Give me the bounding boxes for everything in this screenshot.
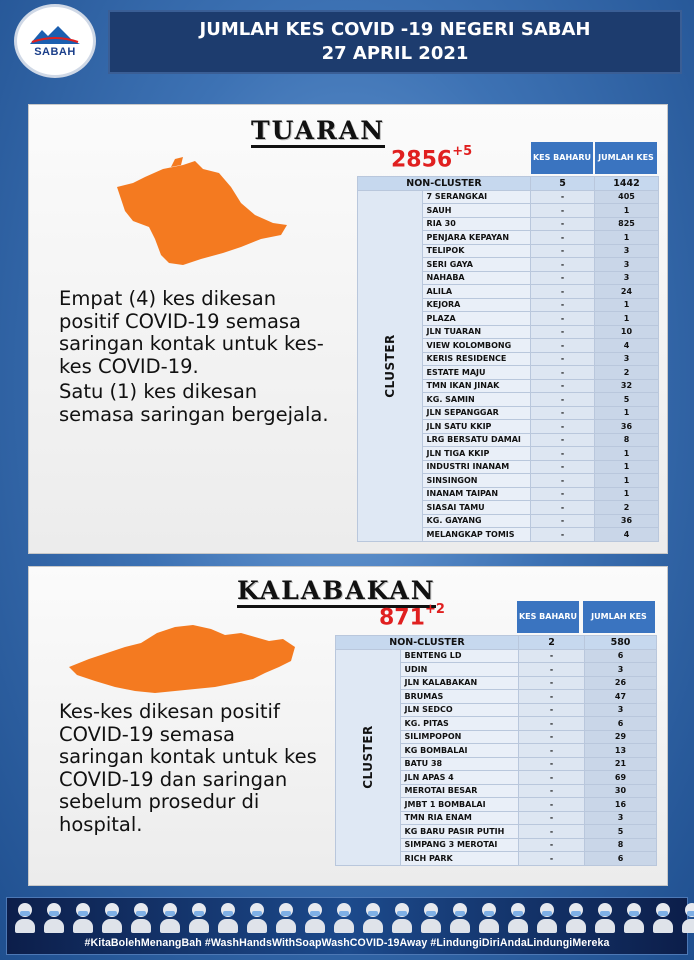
kalabakan-total (379, 602, 445, 631)
cluster-new: - (519, 798, 585, 812)
cluster-new: - (519, 771, 585, 785)
cluster-name: MELANGKAP TOMIS (422, 528, 530, 542)
cluster-total: 24 (595, 285, 659, 299)
cluster-total: 1 (595, 487, 659, 501)
cluster-new: - (531, 258, 595, 272)
non-cluster-new: 5 (531, 177, 595, 191)
frontliner-faces-icon (15, 901, 694, 933)
face-icon (566, 901, 586, 933)
cluster-new: - (531, 379, 595, 393)
face-icon (218, 901, 238, 933)
cluster-total: 3 (585, 663, 657, 677)
cluster-new: - (531, 217, 595, 231)
cluster-total: 1 (595, 460, 659, 474)
cluster-new: - (531, 501, 595, 515)
cluster-total: 1 (595, 474, 659, 488)
logo-text: SABAH (34, 46, 76, 58)
cluster-name: UDIN (400, 663, 518, 677)
cluster-name: KG. SAMIN (422, 393, 530, 407)
cluster-name: JMBT 1 BOMBALAI (400, 798, 518, 812)
cluster-name: BATU 38 (400, 757, 518, 771)
cluster-total: 47 (585, 690, 657, 704)
cluster-total: 4 (595, 528, 659, 542)
cluster-name: SERI GAYA (422, 258, 530, 272)
header-date: 27 APRIL 2021 (321, 43, 469, 64)
cluster-total: 10 (595, 325, 659, 339)
sabah-logo (14, 4, 96, 78)
cluster-total: 1 (595, 447, 659, 461)
face-icon (189, 901, 209, 933)
cluster-new: - (531, 514, 595, 528)
cluster-name: SIMPANG 3 MEROTAI (400, 838, 518, 852)
face-icon (102, 901, 122, 933)
cluster-name: SINSINGON (422, 474, 530, 488)
tuaran-title: TUARAN (251, 117, 385, 148)
tuaran-description (59, 288, 331, 429)
cluster-name: TMN IKAN JINAK (422, 379, 530, 393)
kalabakan-table (335, 635, 657, 866)
kalabakan-new-value: +2 (424, 602, 445, 617)
cluster-new: - (531, 190, 595, 204)
face-icon (682, 901, 694, 933)
face-icon (247, 901, 267, 933)
cluster-name: JLN SATU KKIP (422, 420, 530, 434)
face-icon (73, 901, 93, 933)
cluster-total: 16 (585, 798, 657, 812)
header-title: JUMLAH KES COVID -19 NEGERI SABAH (199, 19, 591, 40)
cluster-new: - (531, 312, 595, 326)
face-icon (479, 901, 499, 933)
cluster-total: 36 (595, 514, 659, 528)
tuaran-desc-2: Satu (1) kes dikesan semasa saringan bergejala. (59, 380, 329, 426)
cluster-new: - (531, 528, 595, 542)
tuaran-total-value: 2856 (391, 147, 453, 173)
kalabakan-map-icon (65, 617, 301, 699)
cluster-total: 2 (595, 501, 659, 515)
cluster-total: 6 (585, 717, 657, 731)
cluster-total: 30 (585, 784, 657, 798)
cluster-new: - (519, 784, 585, 798)
face-icon (363, 901, 383, 933)
cluster-name: BENTENG LD (400, 649, 518, 663)
cluster-new: - (519, 744, 585, 758)
cluster-total: 1 (595, 312, 659, 326)
table-row (358, 190, 659, 204)
face-icon (508, 901, 528, 933)
cluster-name: SIASAI TAMU (422, 501, 530, 515)
face-icon (450, 901, 470, 933)
non-cluster-label: NON-CLUSTER (358, 177, 531, 191)
non-cluster-total: 1442 (595, 177, 659, 191)
face-icon (334, 901, 354, 933)
cluster-total: 8 (585, 838, 657, 852)
cluster-total: 1 (595, 204, 659, 218)
cluster-new: - (531, 474, 595, 488)
table-row (336, 636, 657, 650)
cluster-total: 29 (585, 730, 657, 744)
cluster-total: 32 (595, 379, 659, 393)
cluster-new: - (531, 420, 595, 434)
cluster-total: 13 (585, 744, 657, 758)
cluster-total: 6 (585, 852, 657, 866)
tuaran-card (28, 104, 668, 554)
cluster-name: BRUMAS (400, 690, 518, 704)
cluster-new: - (519, 717, 585, 731)
cluster-label-text: CLUSTER (360, 725, 375, 789)
mountain-logo-icon (28, 24, 82, 46)
cluster-name: KG. GAYANG (422, 514, 530, 528)
kalabakan-card (28, 566, 668, 886)
cluster-total: 3 (595, 352, 659, 366)
face-icon (305, 901, 325, 933)
cluster-name: MEROTAI BESAR (400, 784, 518, 798)
cluster-total: 69 (585, 771, 657, 785)
cluster-name: TMN RIA ENAM (400, 811, 518, 825)
tuaran-new-value: +5 (452, 144, 473, 159)
cluster-new: - (531, 447, 595, 461)
kalabakan-col-total: JUMLAH KES (583, 601, 655, 633)
tuaran-col-total: JUMLAH KES (595, 142, 657, 174)
kalabakan-total-value: 871 (379, 605, 425, 631)
cluster-new: - (531, 244, 595, 258)
cluster-name: RICH PARK (400, 852, 518, 866)
face-icon (595, 901, 615, 933)
tuaran-map-icon (111, 155, 297, 270)
face-icon (653, 901, 673, 933)
page-header (108, 10, 682, 74)
cluster-total: 3 (595, 258, 659, 272)
cluster-name: JLN KALABAKAN (400, 676, 518, 690)
cluster-name: 7 SERANGKAI (422, 190, 530, 204)
cluster-new: - (531, 460, 595, 474)
cluster-label (358, 190, 423, 541)
face-icon (392, 901, 412, 933)
footer-banner (6, 897, 688, 955)
cluster-name: KG BARU PASIR PUTIH (400, 825, 518, 839)
cluster-new: - (531, 352, 595, 366)
cluster-new: - (531, 285, 595, 299)
cluster-name: KG. PITAS (400, 717, 518, 731)
face-icon (624, 901, 644, 933)
cluster-total: 5 (595, 393, 659, 407)
table-row (336, 649, 657, 663)
kalabakan-desc: Kes-kes dikesan positif COVID-19 semasa saringan kontak untuk kes COVID-19 dan saringan sebelum prosedur di hospital. (59, 700, 317, 836)
cluster-name: KERIS RESIDENCE (422, 352, 530, 366)
cluster-name: VIEW KOLOMBONG (422, 339, 530, 353)
cluster-new: - (531, 366, 595, 380)
cluster-total: 2 (595, 366, 659, 380)
cluster-name: SAUH (422, 204, 530, 218)
cluster-new: - (531, 487, 595, 501)
cluster-new: - (531, 325, 595, 339)
cluster-new: - (531, 204, 595, 218)
cluster-total: 1 (595, 231, 659, 245)
cluster-name: KG BOMBALAI (400, 744, 518, 758)
cluster-new: - (519, 649, 585, 663)
kalabakan-title: KALABAKAN (237, 577, 436, 608)
cluster-total: 3 (595, 271, 659, 285)
non-cluster-new: 2 (519, 636, 585, 650)
cluster-label (336, 649, 401, 865)
cluster-new: - (519, 690, 585, 704)
cluster-name: TELIPOK (422, 244, 530, 258)
cluster-new: - (519, 730, 585, 744)
cluster-new: - (531, 433, 595, 447)
face-icon (160, 901, 180, 933)
cluster-new: - (531, 406, 595, 420)
kalabakan-description (59, 701, 319, 839)
cluster-name: INANAM TAIPAN (422, 487, 530, 501)
cluster-new: - (519, 676, 585, 690)
cluster-total: 36 (595, 420, 659, 434)
cluster-new: - (531, 231, 595, 245)
face-icon (131, 901, 151, 933)
cluster-new: - (531, 339, 595, 353)
cluster-name: INDUSTRI INANAM (422, 460, 530, 474)
tuaran-table (357, 176, 659, 542)
cluster-new: - (519, 825, 585, 839)
tuaran-col-new: KES BAHARU (531, 142, 593, 174)
cluster-total: 825 (595, 217, 659, 231)
cluster-name: JLN SEDCO (400, 703, 518, 717)
cluster-new: - (519, 703, 585, 717)
cluster-name: ESTATE MAJU (422, 366, 530, 380)
cluster-name: PENJARA KEPAYAN (422, 231, 530, 245)
cluster-name: JLN APAS 4 (400, 771, 518, 785)
cluster-name: NAHABA (422, 271, 530, 285)
cluster-name: SILIMPOPON (400, 730, 518, 744)
tuaran-desc-1: Empat (4) kes dikesan positif COVID-19 semasa saringan kontak untuk kes-kes COVID-19. (59, 287, 324, 378)
kalabakan-col-new: KES BAHARU (517, 601, 579, 633)
footer-hashtags: #KitaBolehMenangBah #WashHandsWithSoapWashCOVID-19Away #LindungiDiriAndaLindungiMereka (84, 937, 610, 949)
cluster-name: LRG BERSATU DAMAI (422, 433, 530, 447)
cluster-new: - (519, 663, 585, 677)
cluster-name: JLN TUARAN (422, 325, 530, 339)
face-icon (276, 901, 296, 933)
face-icon (15, 901, 35, 933)
cluster-new: - (531, 393, 595, 407)
cluster-total: 1 (595, 298, 659, 312)
face-icon (537, 901, 557, 933)
cluster-total: 8 (595, 433, 659, 447)
non-cluster-label: NON-CLUSTER (336, 636, 519, 650)
cluster-label-text: CLUSTER (382, 333, 397, 398)
cluster-name: PLAZA (422, 312, 530, 326)
cluster-new: - (519, 811, 585, 825)
cluster-name: RIA 30 (422, 217, 530, 231)
table-row (358, 177, 659, 191)
cluster-new: - (519, 852, 585, 866)
cluster-total: 3 (595, 244, 659, 258)
cluster-name: JLN TIGA KKIP (422, 447, 530, 461)
cluster-total: 3 (585, 811, 657, 825)
cluster-new: - (519, 757, 585, 771)
cluster-total: 4 (595, 339, 659, 353)
cluster-total: 6 (585, 649, 657, 663)
cluster-new: - (519, 838, 585, 852)
cluster-total: 405 (595, 190, 659, 204)
cluster-total: 5 (585, 825, 657, 839)
cluster-total: 3 (585, 703, 657, 717)
tuaran-total (391, 144, 473, 173)
face-icon (421, 901, 441, 933)
cluster-total: 21 (585, 757, 657, 771)
cluster-new: - (531, 298, 595, 312)
cluster-name: JLN SEPANGGAR (422, 406, 530, 420)
cluster-total: 1 (595, 406, 659, 420)
cluster-name: ALILA (422, 285, 530, 299)
face-icon (44, 901, 64, 933)
cluster-name: KEJORA (422, 298, 530, 312)
cluster-total: 26 (585, 676, 657, 690)
cluster-new: - (531, 271, 595, 285)
non-cluster-total: 580 (585, 636, 657, 650)
